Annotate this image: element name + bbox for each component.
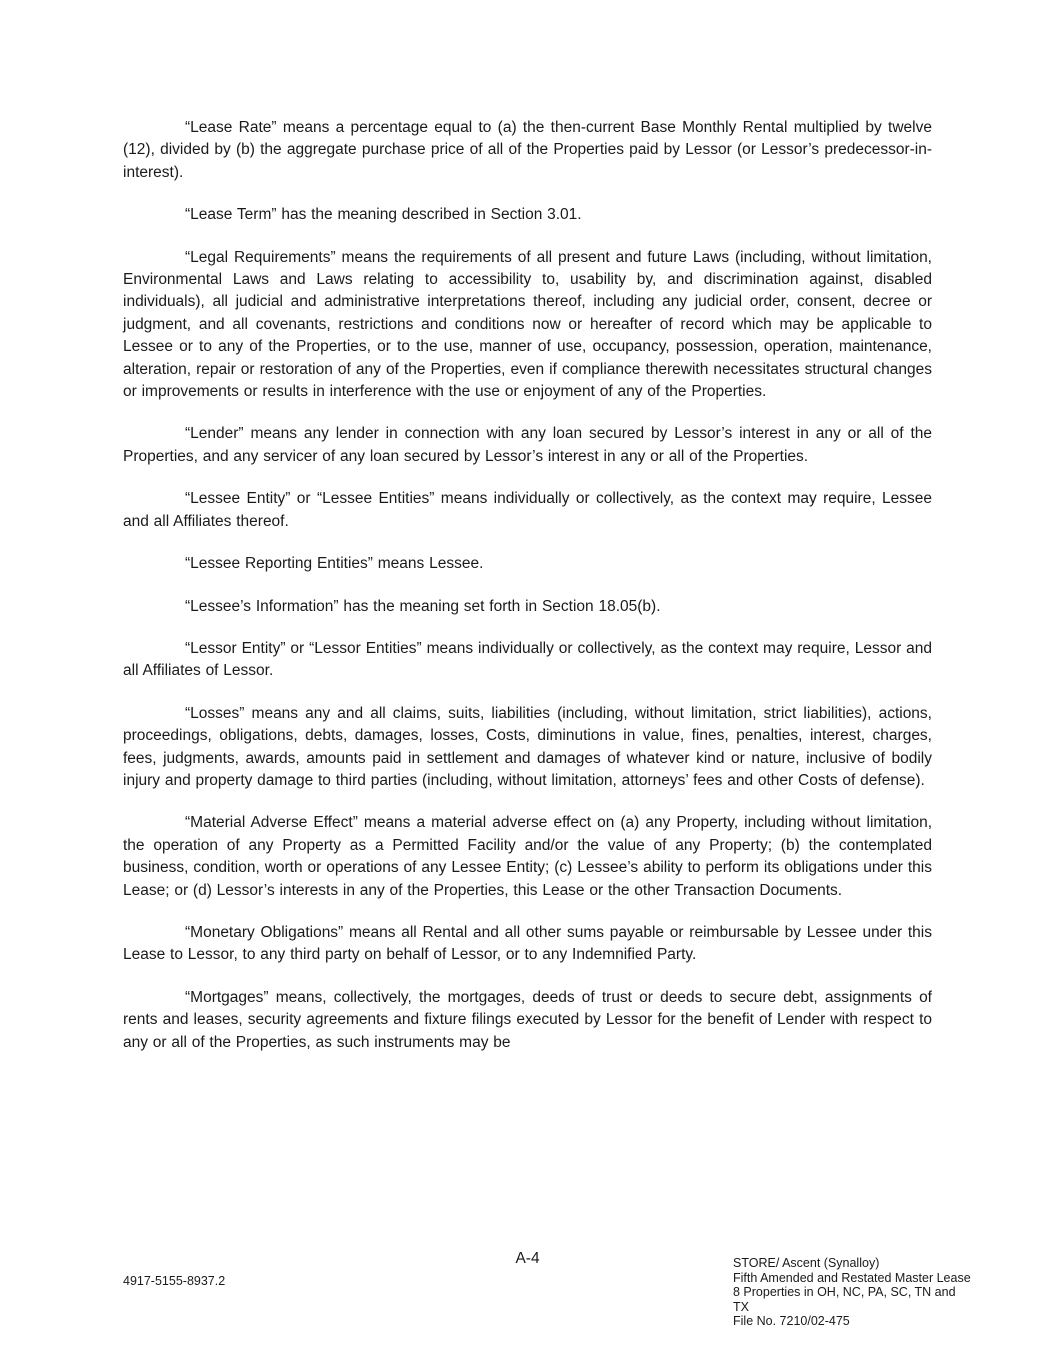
- footer-case-info: [733, 1256, 973, 1329]
- paragraph-lessor-entity: “Lessor Entity” or “Lessor Entities” means individually or collectively, as the context may require, Lessor and all Affiliates of Lessor.: [123, 639, 932, 680]
- footer-case-info-line: File No. 7210/02-475: [733, 1314, 850, 1329]
- paragraph-lessee-reporting-entities: “Lessee Reporting Entities” means Lessee.: [185, 555, 484, 573]
- paragraph-lender: “Lender” means any lender in connection with any loan secured by Lessor’s interest in any or all of the Properties, and any servicer of any loan secured by Lessor’s interest in any or all of the Properties.: [123, 425, 932, 465]
- paragraph-lessees-information: “Lessee’s Information” has the meaning set forth in Section 18.05(b).: [185, 597, 661, 615]
- paragraph-legal-requirements: “Legal Requirements” means the requirements of all present and future Laws (including, without limitation, Environmental Laws and Laws relating to accessibility to, usability by, and discrimination against, disabled individuals), all judicial and administrative interpretations thereof, including any judicial order, consent, decree or judgment, and all covenants, restrictions and conditions now or hereafter of record which may be applicable to Lessee or to any of the Properties, or to the use, manner of use, occupancy, possession, operation, maintenance, alteration, repair or restoration of any of the Properties, even if compliance therewith necessitates structural changes or improvements or results in interference with the use or enjoyment of any of the Properties.: [123, 248, 932, 401]
- footer-case-info-line: Fifth Amended and Restated Master Lease: [733, 1270, 971, 1285]
- footer-case-info-line: STORE/ Ascent (Synalloy): [733, 1256, 880, 1270]
- paragraph-lease-rate: “Lease Rate” means a percentage equal to (a) the then-current Base Monthly Rental multiplied by twelve (12), divided by (b) the aggregate purchase price of all of the Properties paid by Lessor (or Lessor’s predecessor-in-interest).: [123, 119, 932, 181]
- paragraph-lease-term: “Lease Term” has the meaning described in Section 3.01.: [185, 206, 582, 224]
- paragraph-losses: “Losses” means any and all claims, suits, liabilities (including, without limitation, strict liabilities), actions, proceedings, obligations, debts, damages, losses, Costs, diminutions in value, fines, penalties, interest, charges, fees, judgments, awards, amounts paid in settlement and damages of whatever kind or nature, inclusive of bodily injury and property damage to third parties (including, without limitation, attorneys’ fees and other Costs of defense).: [123, 704, 932, 789]
- paragraph-mortgages: “Mortgages” means, collectively, the mortgages, deeds of trust or deeds to secure debt, assignments of rents and leases, security agreements and fixture filings executed by Lessor for the benefit of Lender with respect to any or all of the Properties, as such instruments may be: [123, 988, 932, 1051]
- paragraph-material-adverse-effect: “Material Adverse Effect” means a material adverse effect on (a) any Property, including without limitation, the operation of any Property as a Permitted Facility and/or the value of any Property; (b) the contemplated business, condition, worth or operations of any Lessee Entity; (c) Lessee’s ability to perform its obligations under this Lease; or (d) Lessor’s interests in any of the Properties, this Lease or the other Transaction Documents.: [123, 814, 932, 899]
- paragraph-lessee-entity: “Lessee Entity” or “Lessee Entities” means individually or collectively, as the context may require, Lessee and all Affiliates thereof.: [123, 490, 932, 530]
- footer-case-info-line: 8 Properties in OH, NC, PA, SC, TN and TX: [733, 1285, 956, 1314]
- document-body: [123, 117, 932, 1074]
- paragraph-monetary-obligations: “Monetary Obligations” means all Rental and all other sums payable or reimbursable by Lessee under this Lease to Lessor, to any third party on behalf of Lessor, or to any Indemnified Party.: [123, 923, 932, 964]
- footer-document-id: 4917-5155-8937.2: [123, 1274, 226, 1288]
- page-number: A-4: [515, 1250, 540, 1267]
